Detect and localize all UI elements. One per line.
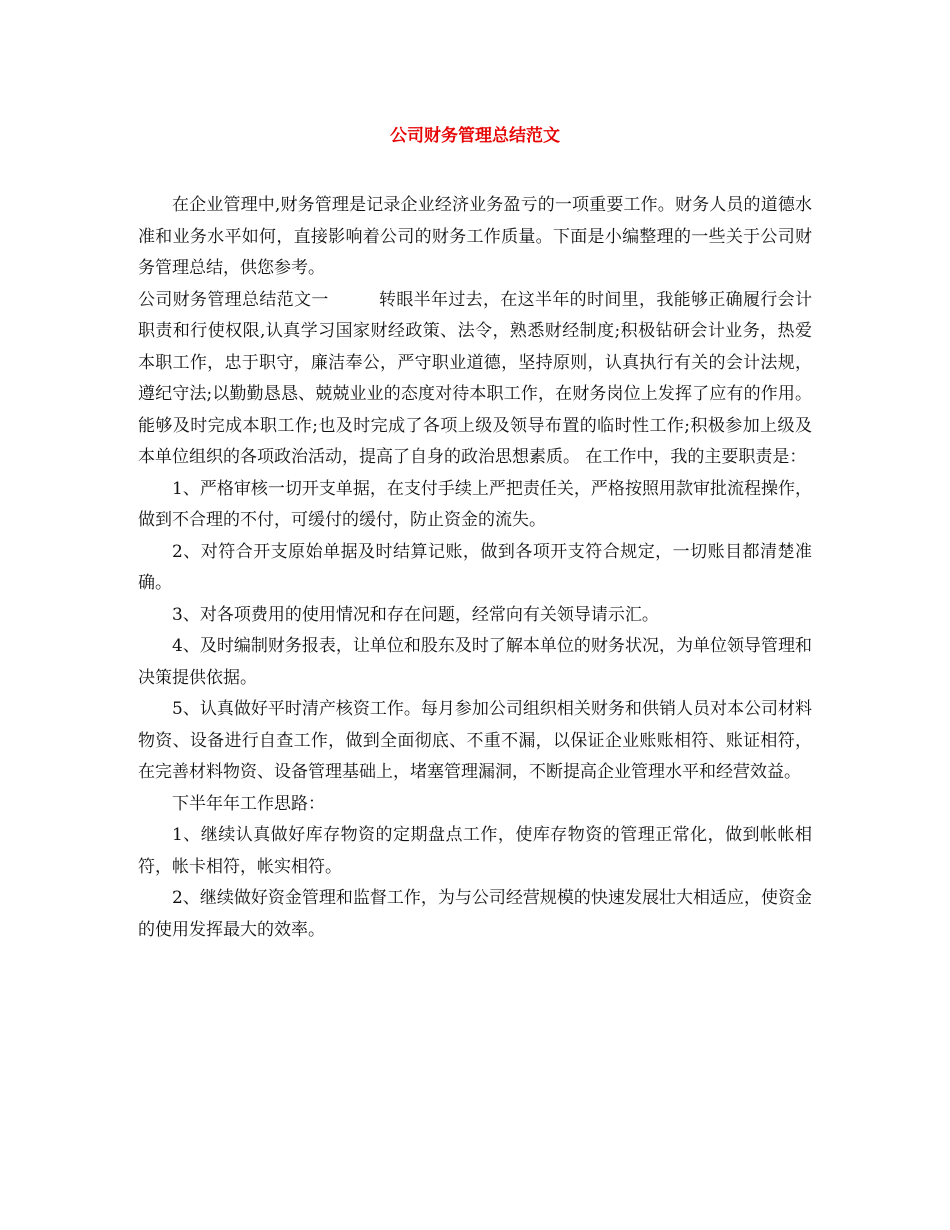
duty-item-5: 5、认真做好平时清产核资工作。每月参加公司组织相关财务和供销人员对本公司材料物资、设备进行自查工作，做到全面彻底、不重不漏，以保证企业账账相符、账证相符，在完善材料物资、设备管理基础上，堵塞管理漏洞，不断提高企业管理水平和经营效益。 [138, 699, 812, 782]
plan-heading: 下半年年工作思路： [172, 793, 325, 814]
section-body: 转眼半年过去，在这半年的时间里，我能够正确履行会计职责和行使权限,认真学习国家财经政策、法令，熟悉财经制度;积极钻研会计业务，热爱本职工作，忠于职守，廉洁奉公，严守职业道德，坚持原则，认真执行有关的会计法规，遵纪守法;以勤勤恳恳、兢兢业业的态度对待本职工作，在财务岗位上发挥了应有的作用。能够及时完成本职工作;也及时完成了各项上级及领导布置的临时性工作;积极参加上级及本单位组织的各项政治活动，提高了自身的政治思想素质。 在工作中，我的主要职责是： [138, 289, 813, 467]
duty-item-3: 3、对各项费用的使用情况和存在问题，经常向有关领导请示汇。 [172, 604, 659, 625]
section-heading: 公司财务管理总结范文一 [138, 289, 329, 310]
intro-paragraph: 在企业管理中,财务管理是记录企业经济业务盈亏的一项重要工作。财务人员的道德水准和业务水平如何，直接影响着公司的财务工作质量。下面是小编整理的一些关于公司财务管理总结，供您参考。 [138, 195, 812, 278]
duty-item-4: 4、及时编制财务报表，让单位和股东及时了解本单位的财务状况，为单位领导管理和决策提供依据。 [138, 636, 812, 688]
page-title: 公司财务管理总结范文 [390, 126, 560, 146]
document-body [138, 190, 812, 946]
section-paragraph [138, 285, 812, 474]
plan-item-2: 2、继续做好资金管理和监督工作，为与公司经营规模的快速发展壮大相适应，使资金的使用发挥最大的效率。 [138, 888, 812, 940]
plan-item-1: 1、继续认真做好库存物资的定期盘点工作，使库存物资的管理正常化，做到帐帐相符，帐卡相符，帐实相符。 [138, 825, 812, 877]
duty-item-1: 1、严格审核一切开支单据，在支付手续上严把责任关，严格按照用款审批流程操作，做到不合理的不付，可缓付的缓付，防止资金的流失。 [138, 478, 812, 530]
duty-item-2: 2、对符合开支原始单据及时结算记账，做到各项开支符合规定，一切账目都清楚准确。 [138, 541, 812, 593]
